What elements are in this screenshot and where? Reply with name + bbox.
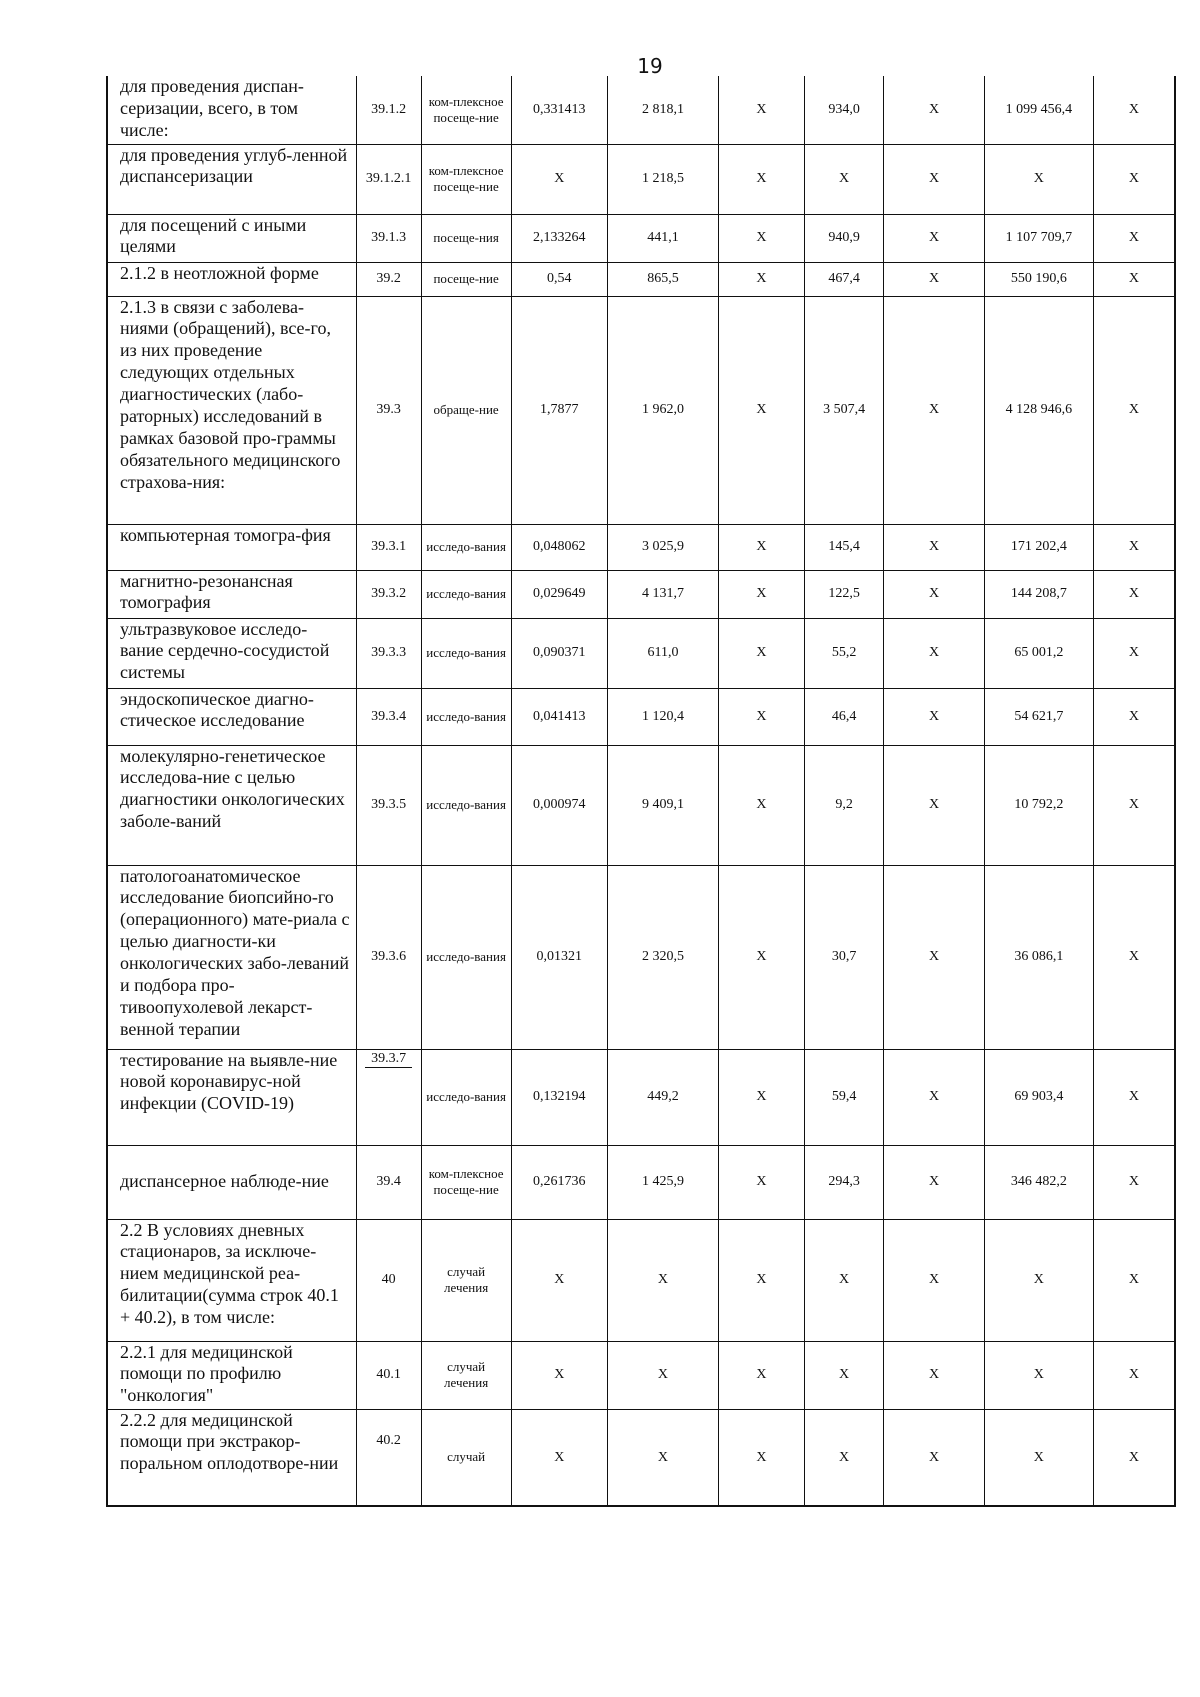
cell-value: Х [984,1219,1093,1341]
cell-value: Х [884,144,985,214]
cell-value: Х [718,745,804,865]
row-code: 39.3.3 [356,618,421,688]
row-code: 40.1 [356,1341,421,1409]
row-code-label: 39.3.7 [365,1050,412,1069]
row-unit: исследо-вания [421,618,511,688]
cell-value: 611,0 [607,618,718,688]
cell-value: Х [718,262,804,296]
table-row [107,745,1175,865]
row-code: 40 [356,1219,421,1341]
table-row [107,524,1175,570]
cell-value: Х [884,1341,985,1409]
cell-value: 171 202,4 [984,524,1093,570]
row-name: для проведения диспан-серизации, всего, в том числе: [107,76,356,144]
cell-value: Х [511,1219,607,1341]
cell-value: Х [718,144,804,214]
cell-value: Х [718,214,804,262]
cell-value: Х [1093,144,1175,214]
cell-value: Х [607,1341,718,1409]
cell-value: 2 818,1 [607,76,718,144]
table-row [107,1341,1175,1409]
cell-value: 550 190,6 [984,262,1093,296]
cell-value: Х [884,570,985,618]
cell-value: 54 621,7 [984,688,1093,745]
table-row [107,1409,1175,1506]
cell-value: Х [804,1341,884,1409]
cell-value: Х [1093,570,1175,618]
cell-value: 69 903,4 [984,1049,1093,1145]
cell-value: 65 001,2 [984,618,1093,688]
cell-value: Х [1093,618,1175,688]
row-code: 39.2 [356,262,421,296]
cell-value: Х [1093,1049,1175,1145]
table-row [107,1049,1175,1145]
cell-value: Х [718,688,804,745]
cell-value: Х [1093,865,1175,1049]
row-name: для посещений с иными целями [107,214,356,262]
cell-value: 2 320,5 [607,865,718,1049]
row-name: 2.2.1 для медицинской помощи по профилю "онкология" [107,1341,356,1409]
cell-value: Х [884,865,985,1049]
cell-value: 3 507,4 [804,296,884,524]
cell-value: Х [1093,1409,1175,1506]
cell-value: 1,7877 [511,296,607,524]
cell-value: Х [804,144,884,214]
cell-value: Х [718,1341,804,1409]
cell-value: 0,01321 [511,865,607,1049]
row-name: диспансерное наблюде-ние [107,1145,356,1219]
row-unit: исследо-вания [421,570,511,618]
table-row [107,76,1175,144]
cell-value: Х [1093,745,1175,865]
cell-value: 0,029649 [511,570,607,618]
row-name: компьютерная томогра-фия [107,524,356,570]
row-code: 39.3.5 [356,745,421,865]
row-name: для проведения углуб-ленной диспансеризации [107,144,356,214]
cell-value: Х [884,1145,985,1219]
cell-value: 145,4 [804,524,884,570]
cell-value: 2,133264 [511,214,607,262]
cell-value: Х [718,570,804,618]
row-unit: исследо-вания [421,865,511,1049]
cell-value: Х [884,745,985,865]
cell-value: 46,4 [804,688,884,745]
row-code: 39.3.2 [356,570,421,618]
cell-value: Х [1093,214,1175,262]
table-row [107,262,1175,296]
cell-value: 30,7 [804,865,884,1049]
cell-value: Х [1093,1341,1175,1409]
cell-value: Х [1093,262,1175,296]
cell-value: Х [718,296,804,524]
cell-value: Х [718,618,804,688]
cell-value: 9 409,1 [607,745,718,865]
row-name: 2.2.2 для медицинской помощи при экстракор-поральном оплодотворе-нии [107,1409,356,1506]
cell-value: 55,2 [804,618,884,688]
cell-value: 1 120,4 [607,688,718,745]
cell-value: Х [718,1409,804,1506]
cell-value: 0,090371 [511,618,607,688]
row-name: молекулярно-генетическое исследова-ние с целью диагностики онкологических заболе-ваний [107,745,356,865]
table-row [107,618,1175,688]
row-unit: случай [421,1409,511,1506]
cell-value: 1 218,5 [607,144,718,214]
cell-value: Х [884,296,985,524]
financing-table [106,76,1176,1507]
row-name: 2.2 В условиях дневных стационаров, за исключе-нием медицинской реа-билитации(сумма строк 40.1 + 40.2), в том числе: [107,1219,356,1341]
cell-value: 0,041413 [511,688,607,745]
cell-value: 1 425,9 [607,1145,718,1219]
cell-value: Х [1093,1145,1175,1219]
cell-value: Х [1093,296,1175,524]
cell-value: Х [804,1409,884,1506]
cell-value: Х [718,524,804,570]
cell-value: Х [884,688,985,745]
cell-value: 934,0 [804,76,884,144]
cell-value: Х [1093,688,1175,745]
cell-value: Х [884,618,985,688]
row-unit: ком-плексное посеще-ние [421,76,511,144]
cell-value: 0,331413 [511,76,607,144]
table-row [107,144,1175,214]
cell-value: Х [884,1409,985,1506]
row-code [356,1049,421,1145]
row-code: 39.1.2.1 [356,144,421,214]
row-unit: посеще-ние [421,262,511,296]
cell-value: Х [984,1341,1093,1409]
row-unit: ком-плексное посеще-ние [421,144,511,214]
cell-value: 294,3 [804,1145,884,1219]
cell-value: Х [884,262,985,296]
cell-value: Х [1093,524,1175,570]
cell-value: 3 025,9 [607,524,718,570]
cell-value: 0,261736 [511,1145,607,1219]
table-row [107,1219,1175,1341]
table-row [107,214,1175,262]
cell-value: 144 208,7 [984,570,1093,618]
row-code: 39.3 [356,296,421,524]
row-unit: исследо-вания [421,688,511,745]
row-unit: исследо-вания [421,524,511,570]
cell-value: Х [804,1219,884,1341]
cell-value: Х [984,1409,1093,1506]
cell-value: 10 792,2 [984,745,1093,865]
cell-value: 1 962,0 [607,296,718,524]
row-code: 39.3.4 [356,688,421,745]
cell-value: Х [984,144,1093,214]
row-name: 2.1.3 в связи с заболева-ниями (обращений), все-го, из них проведение следующих отдельных диагностических (лабо-раторных) исследований в рамках базовой про-граммы обязательного медицинского страхова-ния: [107,296,356,524]
table-row [107,865,1175,1049]
cell-value: 441,1 [607,214,718,262]
cell-value: 449,2 [607,1049,718,1145]
row-code: 39.1.2 [356,76,421,144]
cell-value: 346 482,2 [984,1145,1093,1219]
cell-value: 59,4 [804,1049,884,1145]
cell-value: 0,54 [511,262,607,296]
row-unit: исследо-вания [421,1049,511,1145]
row-code: 39.1.3 [356,214,421,262]
cell-value: 1 099 456,4 [984,76,1093,144]
cell-value: Х [884,214,985,262]
cell-value: 467,4 [804,262,884,296]
cell-value: Х [511,1341,607,1409]
cell-value: Х [511,144,607,214]
row-code: 39.4 [356,1145,421,1219]
row-unit: случай лечения [421,1341,511,1409]
row-name: эндоскопическое диагно-стическое исследование [107,688,356,745]
row-code: 40.2 [356,1409,421,1506]
table-row [107,1145,1175,1219]
table-row [107,570,1175,618]
row-unit: обраще-ние [421,296,511,524]
row-unit: исследо-вания [421,745,511,865]
cell-value: 4 128 946,6 [984,296,1093,524]
cell-value: 0,048062 [511,524,607,570]
cell-value: Х [718,1145,804,1219]
cell-value: 865,5 [607,262,718,296]
cell-value: Х [718,1049,804,1145]
table-row [107,688,1175,745]
cell-value: 9,2 [804,745,884,865]
cell-value: Х [718,865,804,1049]
cell-value: 1 107 709,7 [984,214,1093,262]
table-row [107,296,1175,524]
row-code: 39.3.6 [356,865,421,1049]
cell-value: 4 131,7 [607,570,718,618]
cell-value: 0,132194 [511,1049,607,1145]
row-name: ультразвуковое исследо-вание сердечно-сосудистой системы [107,618,356,688]
cell-value: Х [607,1219,718,1341]
cell-value: Х [1093,1219,1175,1341]
row-unit: ком-плексное посеще-ние [421,1145,511,1219]
cell-value: Х [718,1219,804,1341]
cell-value: 0,000974 [511,745,607,865]
row-name: магнитно-резонансная томография [107,570,356,618]
cell-value: Х [511,1409,607,1506]
cell-value: 122,5 [804,570,884,618]
row-name: тестирование на выявле-ние новой коронавирус-ной инфекции (COVID-19) [107,1049,356,1145]
cell-value: Х [884,76,985,144]
cell-value: Х [1093,76,1175,144]
row-name: патологоанатомическое исследование биопсийно-го (операционного) мате-риала с целью диагности-ки онкологических забо-леваний и подбора про-тивоопухолевой лекарст-венной терапии [107,865,356,1049]
cell-value: Х [607,1409,718,1506]
row-unit: случай лечения [421,1219,511,1341]
row-name: 2.1.2 в неотложной форме [107,262,356,296]
row-code: 39.3.1 [356,524,421,570]
cell-value: Х [718,76,804,144]
cell-value: Х [884,1049,985,1145]
table-body [107,76,1175,1506]
cell-value: 36 086,1 [984,865,1093,1049]
cell-value: 940,9 [804,214,884,262]
page-number: 19 [637,54,663,78]
cell-value: Х [884,524,985,570]
row-unit: посеще-ния [421,214,511,262]
cell-value: Х [884,1219,985,1341]
